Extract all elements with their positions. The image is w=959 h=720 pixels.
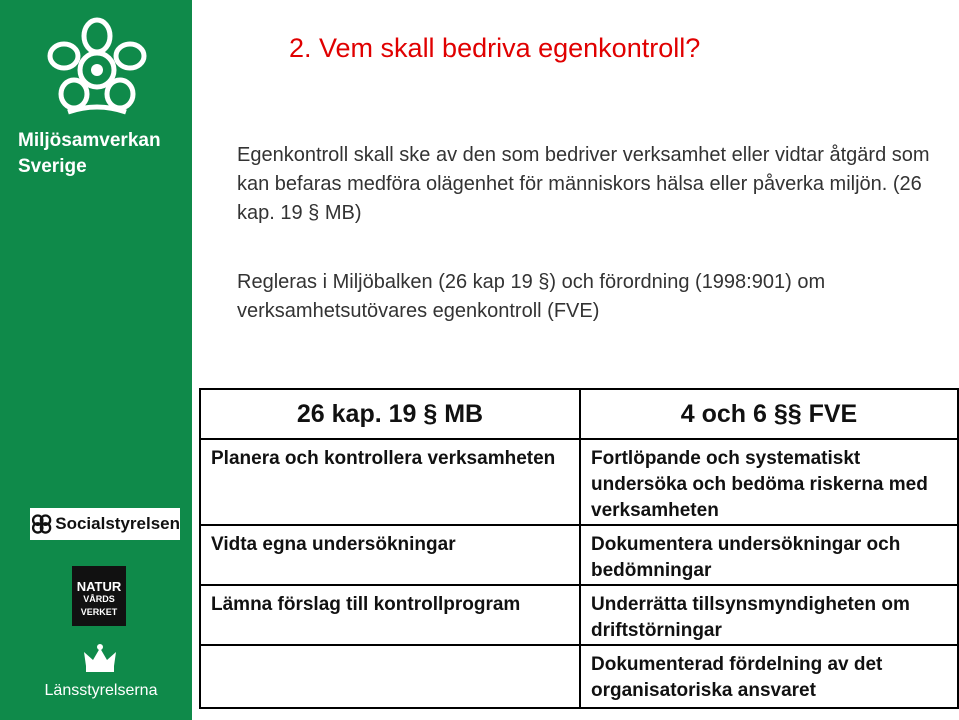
slide-title: 2. Vem skall bedriva egenkontroll?	[289, 33, 701, 63]
cell-text: Dokumentera undersökningar och bedömningar	[591, 534, 901, 581]
table-cell-left	[200, 585, 580, 645]
naturvardsverket-line-1: NATUR	[76, 579, 122, 594]
comparison-table	[199, 388, 959, 709]
crown-icon	[80, 644, 120, 678]
table-cell-right	[580, 585, 958, 645]
naturvardsverket-line-2: VÅRDS	[83, 594, 115, 604]
table-cell-right	[580, 439, 958, 525]
paragraph-definition: Egenkontroll skall ske av den som bedriver verksamhet eller vidtar åtgärd som kan befaras medföra olägenhet för människors hälsa eller påverka miljön. (26 kap. 19 § MB)	[237, 144, 930, 224]
column-header-fve: 4 och 6 §§ FVE	[580, 389, 958, 439]
socialstyrelsen-emblem-icon	[30, 509, 53, 539]
cell-text: Dokumenterad fördelning av det organisatoriska ansvaret	[591, 654, 883, 701]
socialstyrelsen-logo	[30, 508, 180, 540]
brand-name	[18, 128, 161, 180]
table-cell-right	[580, 645, 958, 708]
naturvardsverket-line-3: VERKET	[80, 607, 118, 617]
brand-line-2: Sverige	[18, 156, 87, 177]
table-cell-left	[200, 525, 580, 585]
cell-text: Lämna förslag till kontrollprogram	[211, 594, 521, 615]
table-row	[200, 585, 958, 645]
column-header-mb: 26 kap. 19 § MB	[200, 389, 580, 439]
cell-text: Planera och kontrollera verksamheten	[211, 448, 556, 469]
cell-text	[201, 646, 579, 652]
socialstyrelsen-label: Socialstyrelsen	[55, 514, 180, 533]
miljosamverkan-flower-logo	[38, 14, 156, 122]
table-cell-left	[200, 645, 580, 708]
table-row	[200, 645, 958, 708]
lansstyrelserna-label: Länsstyrelserna	[44, 682, 158, 699]
table-cell-left	[200, 439, 580, 525]
paragraph-regulation: Regleras i Miljöbalken (26 kap 19 §) och förordning (1998:901) om verksamhetsutövares egenkontroll (FVE)	[237, 271, 826, 322]
table-header-row	[200, 389, 958, 439]
cell-text: Underrätta tillsynsmyndigheten om driftstörningar	[591, 594, 910, 641]
cell-text: Vidta egna undersökningar	[211, 534, 456, 555]
table-cell-right	[580, 525, 958, 585]
brand-line-1: Miljösamverkan	[18, 130, 161, 151]
cell-text: Fortlöpande och systematiskt undersöka och bedöma riskerna med verksamheten	[591, 448, 928, 521]
table-row	[200, 439, 958, 525]
table-row	[200, 525, 958, 585]
naturvardsverket-logo	[72, 566, 126, 626]
